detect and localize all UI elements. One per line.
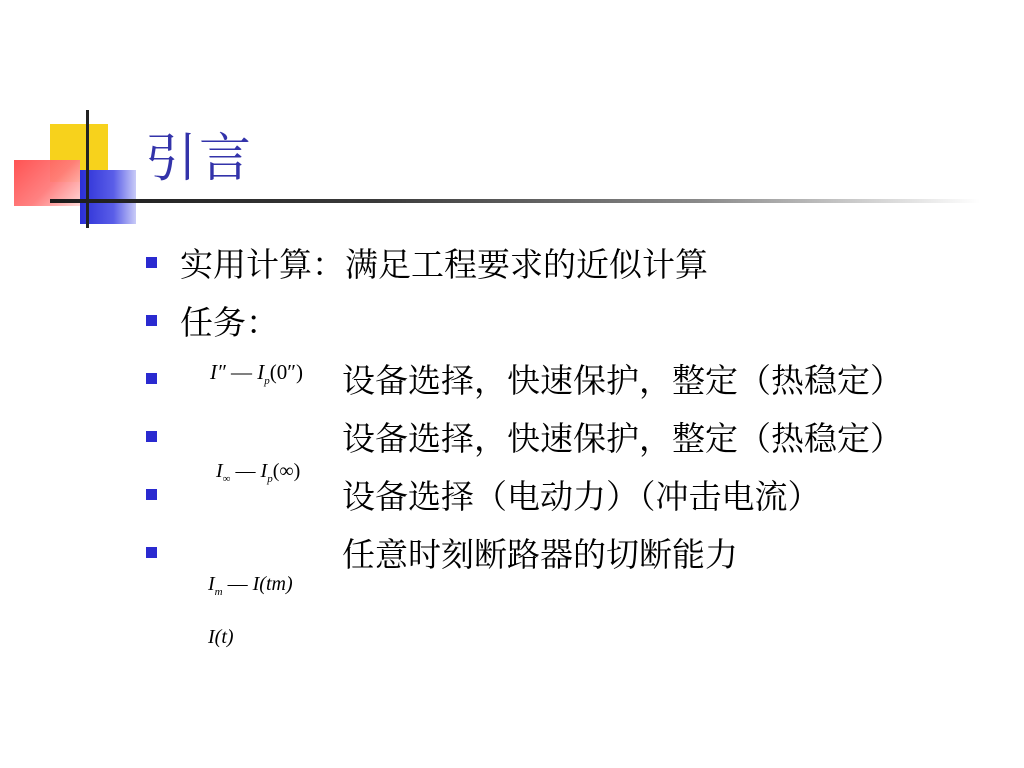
bullet-text-3: 设备选择，快速保护，整定（热稳定） (342, 361, 903, 400)
bullet-text-2: 任务： (180, 303, 279, 342)
formula-4: I(t) (208, 626, 234, 648)
formula-3: $I_m$ — I(tm) (208, 573, 293, 598)
title-underline (50, 199, 980, 203)
bullet-marker (146, 489, 157, 500)
bullet-marker (146, 547, 157, 558)
formula-1: I″ — $I_p(0'')$ (210, 360, 303, 388)
bullet-text-5: 设备选择（电动力）（冲击电流） (342, 477, 821, 516)
bullet-text-1: 实用计算：满足工程要求的近似计算 (180, 245, 708, 284)
bullet-marker (146, 373, 157, 384)
decor-vertical-line (86, 110, 89, 228)
bullet-marker (146, 257, 157, 268)
bullet-marker (146, 431, 157, 442)
bullet-marker (146, 315, 157, 326)
formula-2: $I_\infty$ — $I_p(\infty)$ (216, 460, 301, 485)
bullet-text-4: 设备选择，快速保护，整定（热稳定） (342, 419, 903, 458)
slide-title: 引言 (145, 129, 254, 189)
bullet-text-6: 任意时刻断路器的切断能力 (342, 535, 738, 574)
